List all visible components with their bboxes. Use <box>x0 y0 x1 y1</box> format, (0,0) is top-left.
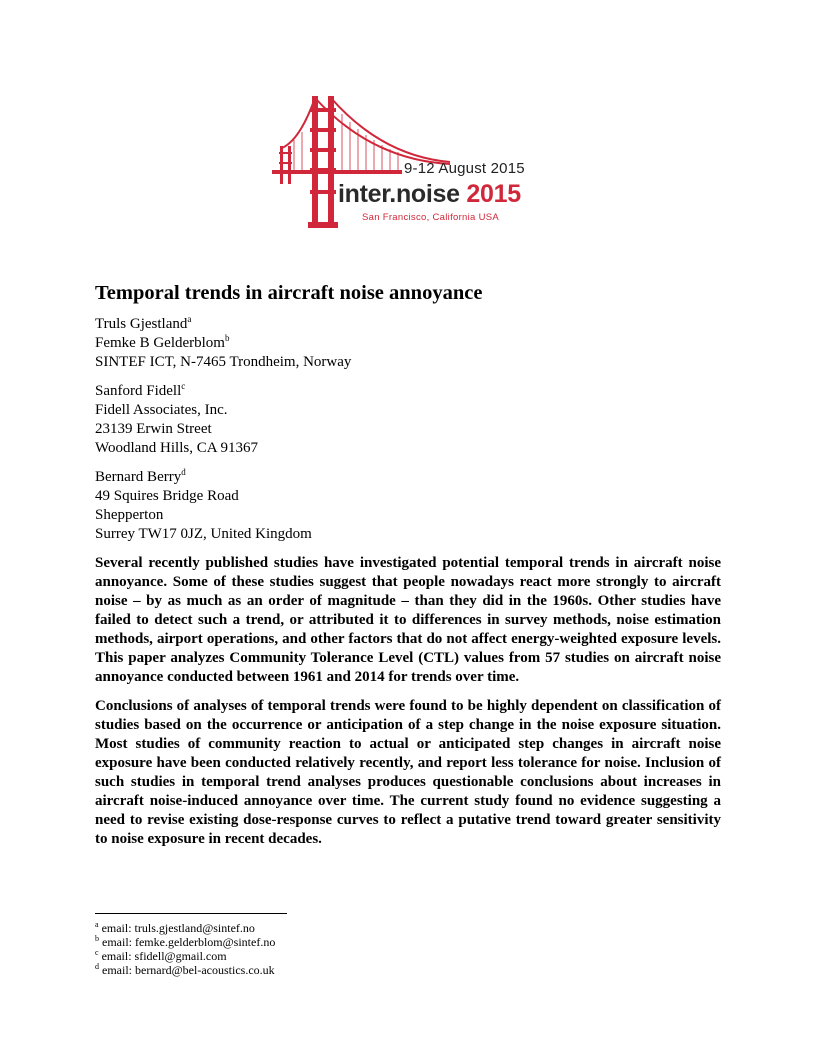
paper-body <box>95 282 721 859</box>
footnote-mark: b <box>95 934 99 943</box>
author-name <box>95 382 721 401</box>
author-name-text: Sanford Fidell <box>95 383 182 399</box>
affiliation-line: Woodland Hills, CA 91367 <box>95 440 258 456</box>
affiliation-line: Surrey TW17 0JZ, United Kingdom <box>95 526 312 542</box>
author-name-text: Bernard Berry <box>95 469 182 485</box>
author-list <box>95 315 721 544</box>
abstract-paragraph: Conclusions of analyses of temporal trends were found to be highly dependent on classification of studies based on the occurrence or anticipation of a step change in the noise exposure situation. Most studies of community reaction to actual or anticipated step changes in aircraft noise exposure have been conducted relatively recently, and report less tolerance for noise. Inclusion of such studies in temporal trend analyses produces questionable conclusions about increases in aircraft noise-induced annoyance over time. The current study found no evidence suggesting a need to revise existing dose-response curves to reflect a putative trend toward greater sensitivity to noise exposure in recent decades. <box>95 698 721 847</box>
author-name-text: Truls Gjestland <box>95 316 188 332</box>
footnote-mark: c <box>181 381 186 391</box>
affiliation-line: 49 Squires Bridge Road <box>95 488 239 504</box>
author-block <box>95 315 721 372</box>
footnote-mark: d <box>181 467 186 477</box>
author-name-text: Femke B Gelderblom <box>95 335 225 351</box>
paper-title: Temporal trends in aircraft noise annoyance <box>95 282 483 304</box>
affiliation-line: 23139 Erwin Street <box>95 421 212 437</box>
footnote-mark: a <box>187 314 192 324</box>
conference-location: San Francisco, California USA <box>362 212 500 223</box>
footnote <box>95 949 395 963</box>
footnote-mark: c <box>95 948 99 957</box>
abstract <box>95 554 721 849</box>
footnote <box>95 921 395 935</box>
footnote <box>95 963 395 977</box>
footnote-mark: b <box>224 333 230 343</box>
footnote-list <box>95 921 395 977</box>
affiliation-line: SINTEF ICT, N-7465 Trondheim, Norway <box>95 354 352 370</box>
author-name <box>95 315 721 334</box>
author-name <box>95 468 721 487</box>
footnote-text: email: femke.gelderblom@sintef.no <box>99 935 276 949</box>
conference-date: 9-12 August 2015 <box>404 160 525 177</box>
conference-name-prefix: inter.noise <box>338 180 460 208</box>
footnote-divider <box>95 913 287 914</box>
footnotes <box>95 913 395 977</box>
footnote-text: email: sfidell@gmail.com <box>98 949 227 963</box>
abstract-paragraph: Several recently published studies have investigated potential temporal trends in aircraft noise annoyance. Some of these studies suggest that people nowadays react more strongly to aircraft noise – by as much as an order of magnitude – than they did in the 1960s. Other studies have failed to detect such a trend, or attributed it to differences in survey methods, noise estimation methods, airport operations, and other factors that do not affect energy-weighted exposure levels. This paper analyzes Community Tolerance Level (CTL) values from 57 studies on aircraft noise annoyance conducted between 1961 and 2014 for trends over time. <box>95 555 721 685</box>
affiliation-line: Shepperton <box>95 507 164 523</box>
footnote <box>95 935 395 949</box>
conference-logo <box>272 94 552 230</box>
author-name <box>95 334 721 353</box>
footnote-mark: a <box>95 920 99 929</box>
footnote-text: email: truls.gjestland@sintef.no <box>98 921 255 935</box>
footnote-mark: d <box>95 962 99 971</box>
conference-year: 2015 <box>466 180 521 208</box>
author-block <box>95 382 721 458</box>
author-block <box>95 468 721 544</box>
affiliation-line: Fidell Associates, Inc. <box>95 402 228 418</box>
footnote-text: email: bernard@bel-acoustics.co.uk <box>99 963 275 977</box>
conference-name <box>338 180 521 209</box>
